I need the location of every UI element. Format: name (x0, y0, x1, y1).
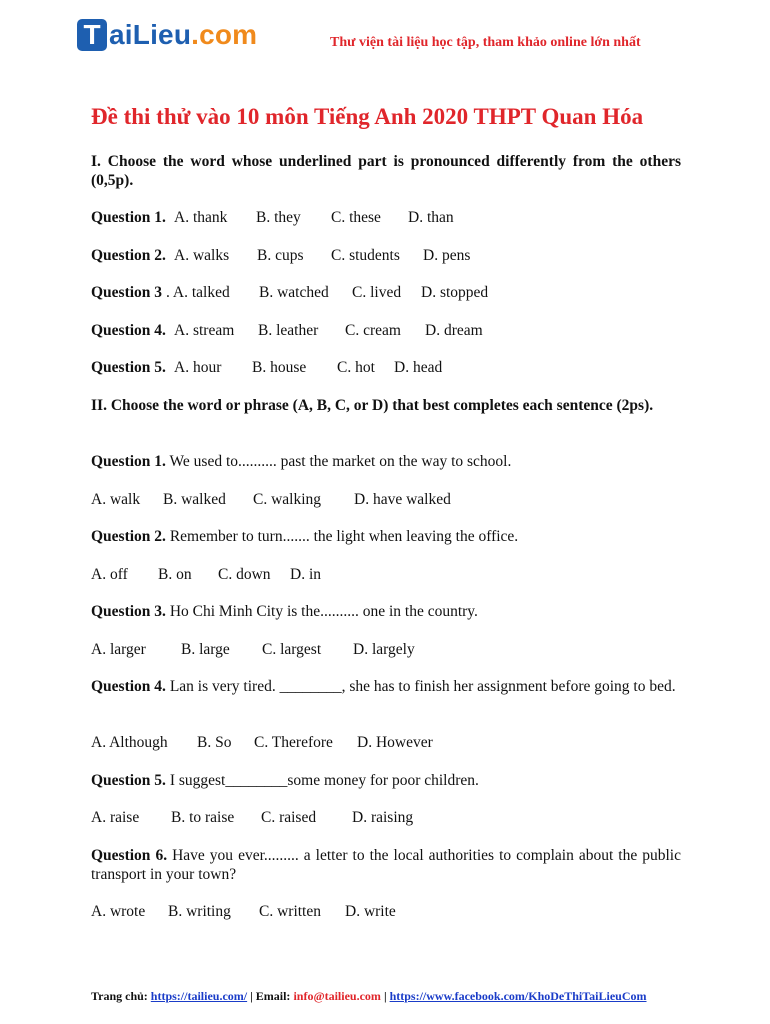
s2-question-1 (91, 452, 681, 471)
option-c: C. students (331, 247, 400, 264)
footer-sep: | (380, 989, 390, 1003)
s2-question-6 (91, 846, 681, 884)
option-b: B. on (158, 566, 192, 583)
option-a: A. wrote (91, 903, 146, 920)
option-c: C. walking (253, 491, 322, 508)
question-label: Question 1. (91, 453, 166, 470)
option-b: B. writing (168, 903, 231, 920)
option-d: D. have walked (354, 491, 451, 508)
page-footer (91, 989, 647, 1004)
footer-facebook-link[interactable]: https://www.facebook.com/KhoDeThiTaiLieuCom (389, 989, 647, 1003)
option-c: C. raised (261, 809, 317, 826)
question-label: Question 3 (91, 284, 163, 301)
question-label: Question 3. (91, 603, 166, 620)
question-text: Have you ever......... a letter to the local authorities to complain about the public transport in your town? (91, 847, 681, 883)
logo-wordmark (109, 21, 257, 49)
question-label: Question 2. (91, 247, 166, 264)
footer-email-link[interactable]: info@tailieu.com (293, 989, 381, 1003)
question-text: Lan is very tired. ________, she has to finish her assignment before going to bed. (165, 678, 676, 695)
question-label: Question 4. (91, 678, 166, 695)
section1-heading: I. Choose the word whose underlined part is pronounced differently from the others (0,5p). (91, 153, 681, 189)
question-text: We used to.......... past the market on the way to school. (165, 453, 512, 470)
option-a: A. walks (174, 247, 230, 264)
option-a: A. raise (91, 809, 140, 826)
option-c: C. down (218, 566, 271, 583)
option-b: B. they (256, 209, 301, 226)
footer-sep-email: | Email: (247, 989, 294, 1003)
s1-question-2 (91, 246, 681, 265)
s1-question-3 (91, 283, 681, 302)
s2-question-4 (91, 677, 681, 696)
option-d: D. in (290, 566, 321, 583)
option-b: B. large (181, 641, 230, 658)
logo-letter-box: T (77, 19, 107, 51)
s1-question-4 (91, 321, 681, 340)
footer-home-link[interactable]: https://tailieu.com/ (150, 989, 248, 1003)
option-a: A. walk (91, 491, 141, 508)
s2-question-3 (91, 602, 681, 621)
option-c: C. hot (337, 359, 375, 376)
option-c: C. written (259, 903, 321, 920)
option-d: D. pens (423, 247, 471, 264)
option-a: A. off (91, 566, 128, 583)
question-text: Remember to turn....... the light when leaving the office. (165, 528, 519, 545)
option-c: C. largest (262, 641, 322, 658)
option-c: C. cream (345, 322, 401, 339)
logo-part-lieu: Lieu (132, 19, 192, 50)
option-d: D. head (394, 359, 443, 376)
option-a: A. thank (174, 209, 228, 226)
option-d: D. raising (352, 809, 414, 826)
s2-question-2 (91, 527, 681, 546)
question-text: I suggest________some money for poor children. (165, 772, 479, 789)
logo-part-ai: ai (109, 19, 133, 50)
option-d: D. than (408, 209, 454, 226)
document-title: Đề thi thử vào 10 môn Tiếng Anh 2020 THPT Quan Hóa (91, 104, 644, 129)
option-b: B. watched (259, 284, 329, 301)
question-label: Question 6. (91, 847, 168, 864)
footer-home-label: Trang chủ: (91, 989, 151, 1003)
tailieu-logo[interactable] (77, 18, 257, 52)
s1-question-5 (91, 358, 681, 377)
logo-part-com: .com (191, 19, 258, 50)
option-a: . A. talked (166, 284, 230, 301)
option-d: D. largely (353, 641, 415, 658)
question-label: Question 1. (91, 209, 166, 226)
option-c: C. lived (352, 284, 402, 301)
section2-heading: II. Choose the word or phrase (A, B, C, or D) that best completes each sentence (2ps). (91, 397, 654, 414)
question-label: Question 5. (91, 359, 166, 376)
question-label: Question 2. (91, 528, 166, 545)
option-b: B. walked (163, 491, 226, 508)
option-d: D. write (345, 903, 396, 920)
option-d: D. stopped (421, 284, 489, 301)
s2-question-5 (91, 771, 681, 790)
option-d: D. However (357, 734, 433, 751)
option-b: B. house (252, 359, 307, 376)
question-label: Question 5. (91, 772, 166, 789)
option-a: A. hour (174, 359, 222, 376)
question-text: Ho Chi Minh City is the.......... one in the country. (165, 603, 478, 620)
s1-question-1 (91, 208, 681, 227)
option-b: B. So (197, 734, 232, 751)
option-c: C. Therefore (254, 734, 333, 751)
option-c: C. these (331, 209, 381, 226)
question-label: Question 4. (91, 322, 166, 339)
header-tagline: Thư viện tài liệu học tập, tham khảo online lớn nhất (330, 35, 641, 50)
option-a: A. larger (91, 641, 146, 658)
option-a: A. Although (91, 734, 168, 751)
option-b: B. cups (257, 247, 304, 264)
option-b: B. to raise (171, 809, 235, 826)
option-d: D. dream (425, 322, 483, 339)
option-b: B. leather (258, 322, 319, 339)
option-a: A. stream (174, 322, 235, 339)
